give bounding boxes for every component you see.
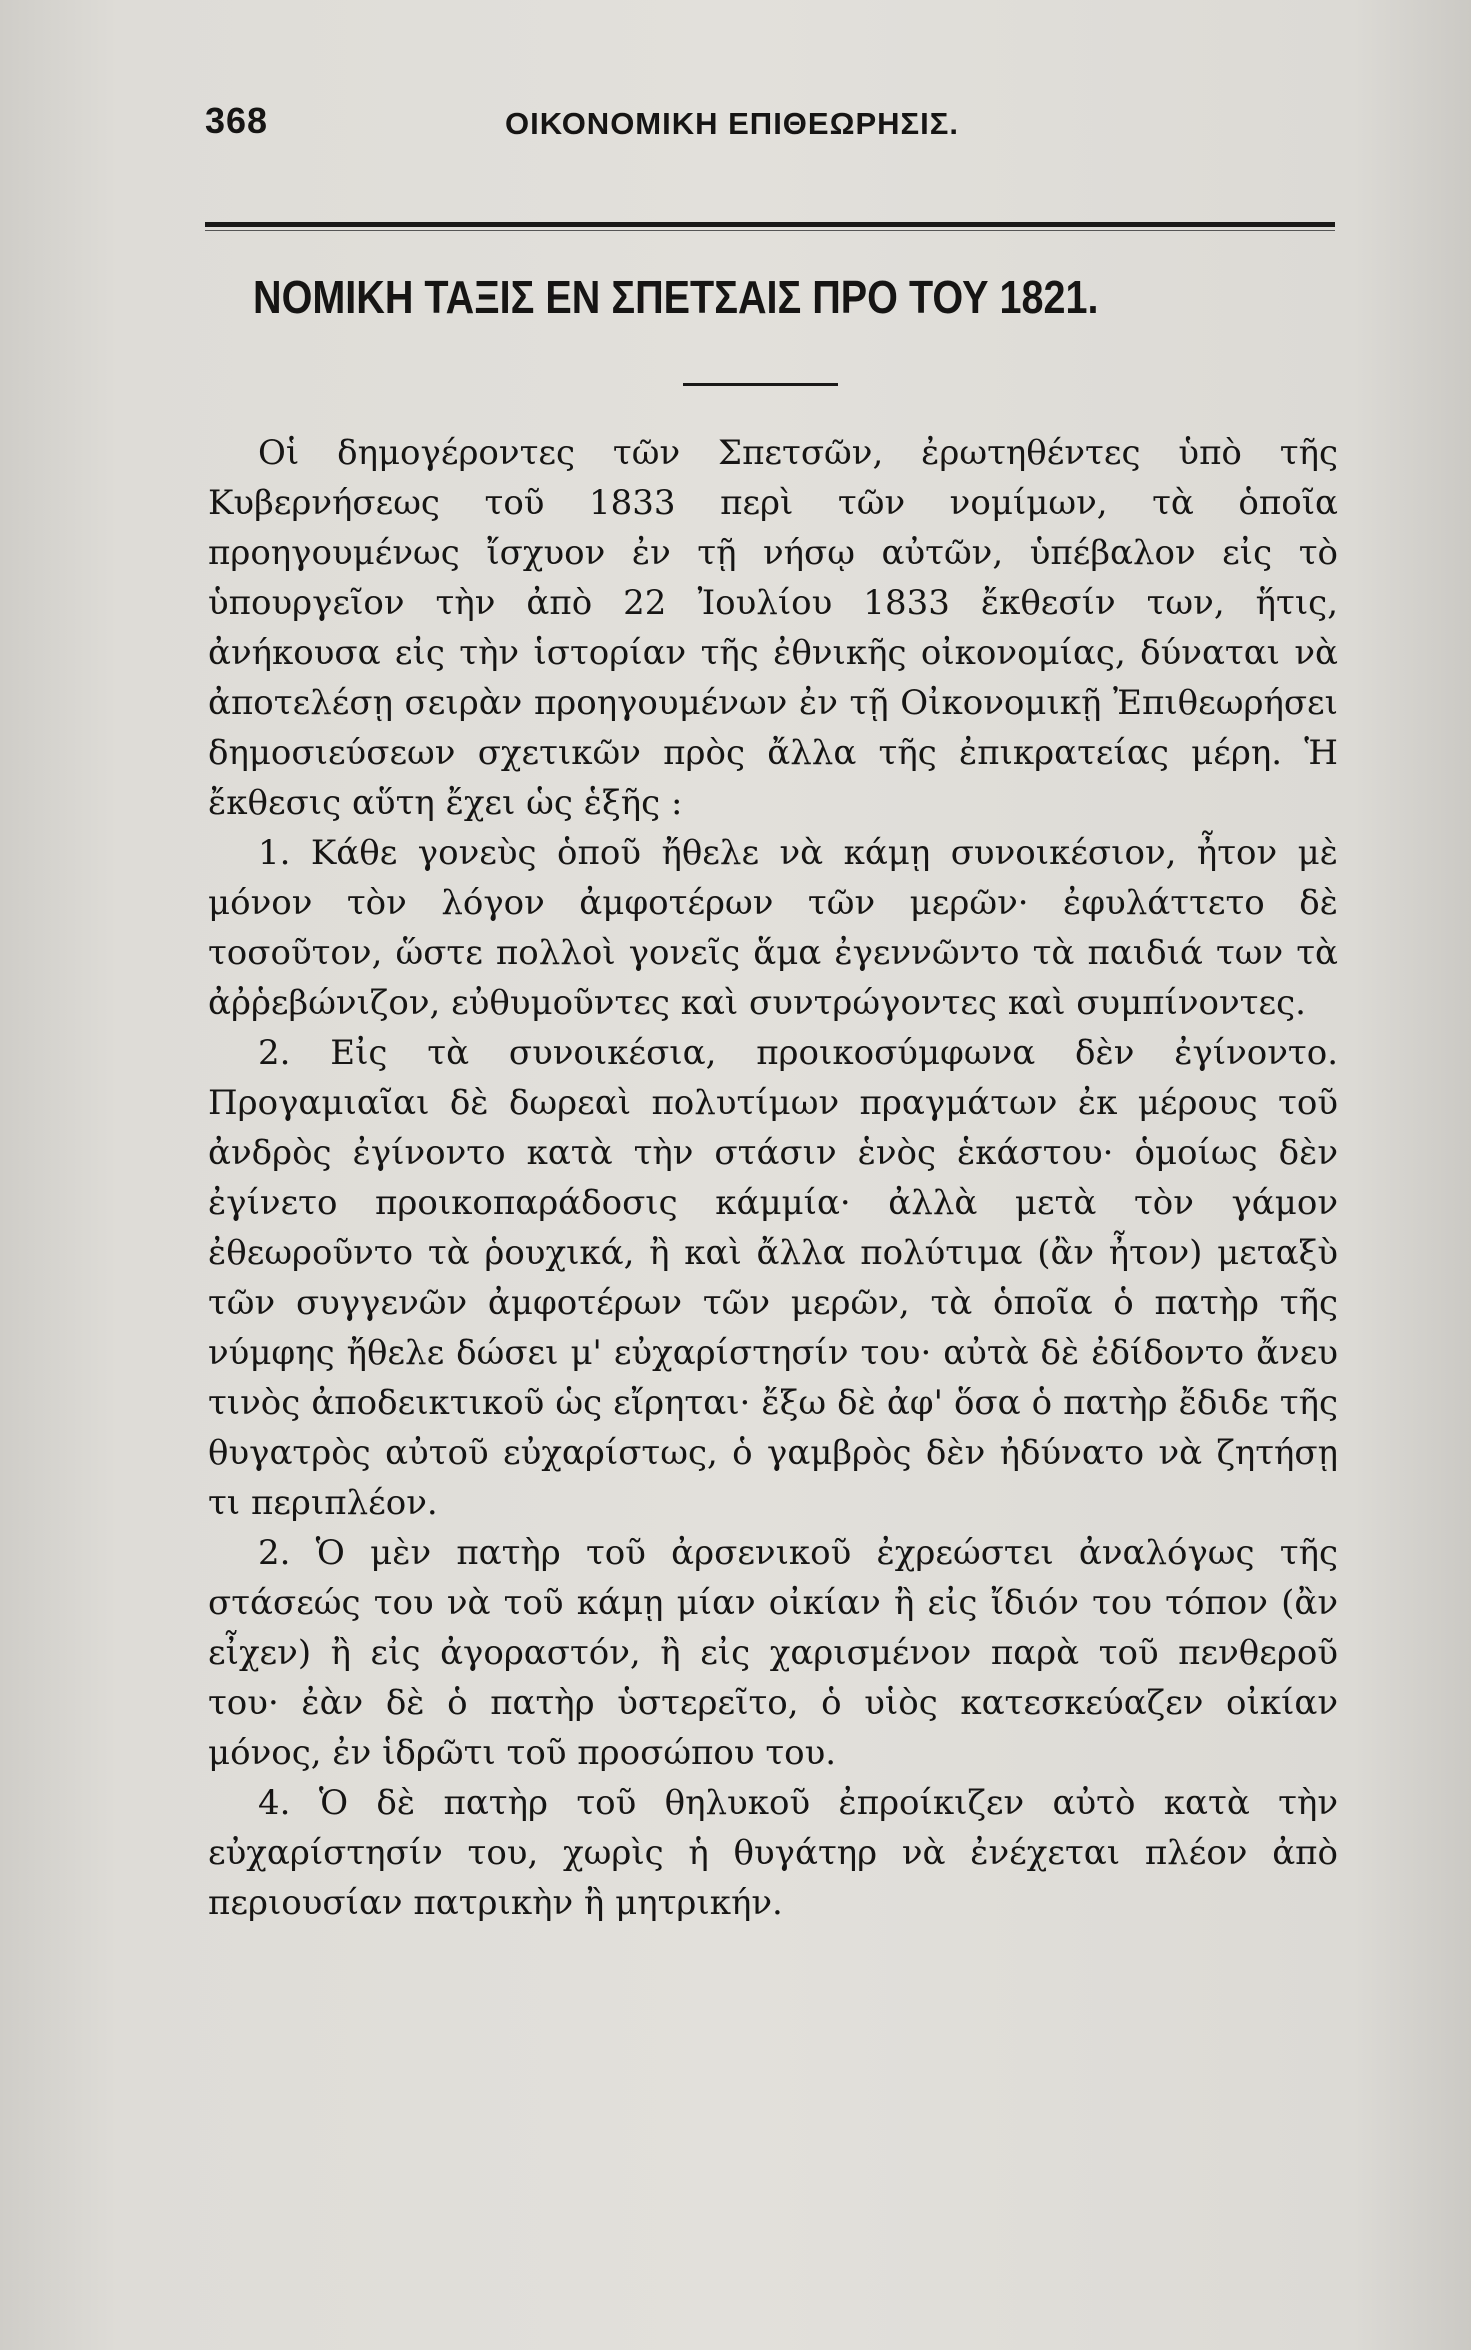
header-rule (205, 222, 1335, 227)
article-body (208, 428, 1338, 1928)
paragraph-text: Εἰς τὰ συνοικέσια, προικοσύμφωνα δὲν ἐγίνοντο. Προγαμιαῖαι δὲ δωρεαὶ πολυτίμων πραγμάτων ἐκ μέρους τοῦ ἀνδρὸς ἐγίνοντο κατὰ τὴν στάσιν ἑνὸς ἑκάστου· ὁμοίως δὲν ἐγίνετο προικοπαράδοσις κάμμία· ἀλλὰ μετὰ τὸν γάμον ἐθεωροῦντο τὰ ῥουχικά, ἢ καὶ ἄλλα πολύτιμα (ἂν ἦτον) μεταξὺ τῶν συγγενῶν ἀμφοτέρων τῶν μερῶν, τὰ ὁποῖα ὁ πατὴρ τῆς νύμφης ἤθελε δώσει μ' εὐχαρίστησίν του· αὐτὰ δὲ ἐδίδοντο ἄνευ τινὸς ἀποδεικτικοῦ ὡς εἴρηται· ἔξω δὲ ἀφ' ὅσα ὁ πατὴρ ἔδιδε τῆς θυγατρὸς αὐτοῦ εὐχαρίστως, ὁ γαμβρὸς δὲν ἠδύνατο νὰ ζητήσῃ τι περιπλέον. (208, 1033, 1339, 1523)
paragraph-number: 4. (258, 1783, 291, 1823)
paragraph-number: 2. (258, 1533, 291, 1573)
paragraph-text: Οἱ δημογέροντες τῶν Σπετσῶν, ἐρωτηθέντες ὑπὸ τῆς Κυβερνήσεως τοῦ 1833 περὶ τῶν νομίμων, τὰ ὁποῖα προηγουμένως ἴσχυον ἐν τῇ νήσῳ αὐτῶν, ὑπέβαλον εἰς τὸ ὑπουργεῖον τὴν ἀπὸ 22 Ἰουλίου 1833 ἔκθεσίν των, ἥτις, ἀνήκουσα εἰς τὴν ἱστορίαν τῆς ἐθνικῆς οἰκονομίας, δύναται νὰ ἀποτελέσῃ σειρὰν προηγουμένων ἐν τῇ Οἰκονομικῇ Ἐπιθεωρήσει δημοσιεύσεων σχετικῶν πρὸς ἄλλα τῆς ἐπικρατείας μέρη. Ἡ ἔκθεσις αὕτη ἔχει ὡς ἑξῆς : (208, 433, 1338, 823)
paragraph-text: Ὁ μὲν πατὴρ τοῦ ἀρσενικοῦ ἐχρεώστει ἀναλόγως τῆς στάσεώς του νὰ τοῦ κάμῃ μίαν οἰκίαν ἢ εἰς ἴδιόν του τόπον (ἂν εἶχεν) ἢ εἰς ἀγοραστόν, ἢ εἰς χαρισμένον παρὰ τοῦ πενθεροῦ του· ἐὰν δὲ ὁ πατὴρ ὑστερεῖτο, ὁ υἱὸς κατεσκεύαζεν οἰκίαν μόνος, ἐν ἱδρῶτι τοῦ προσώπου του. (208, 1533, 1338, 1773)
title-divider (683, 383, 838, 386)
article-title: ΝΟΜΙΚΗ ΤΑΞΙΣ ΕΝ ΣΠΕΤΣΑΙΣ ΠΡΟ ΤΟΥ 1821. (253, 271, 1099, 323)
numbered-paragraph (208, 1528, 1338, 1778)
page-number: 368 (205, 100, 269, 141)
numbered-paragraph (208, 828, 1338, 1028)
paragraph-number: 1. (258, 833, 291, 873)
running-title: ΟΙΚΟΝΟΜΙΚΗ ΕΠΙΘΕΩΡΗΣΙΣ. (505, 106, 959, 141)
intro-paragraph (208, 428, 1338, 828)
numbered-paragraph (208, 1778, 1338, 1928)
paragraph-number: 2. (258, 1033, 291, 1073)
running-head (205, 100, 1335, 160)
numbered-paragraph (208, 1028, 1338, 1528)
header-rule-thin (205, 230, 1335, 231)
paragraph-text: Ὁ δὲ πατὴρ τοῦ θηλυκοῦ ἐπροίκιζεν αὐτὸ κατὰ τὴν εὐχαρίστησίν του, χωρὶς ἡ θυγάτηρ νὰ ἐνέχεται πλέον ἀπὸ περιουσίαν πατρικὴν ἢ μητρικήν. (208, 1783, 1338, 1923)
paragraph-text: Κάθε γονεὺς ὁποῦ ἤθελε νὰ κάμῃ συνοικέσιον, ἦτον μὲ μόνον τὸν λόγον ἀμφοτέρων τῶν μερῶν· ἐφυλάττετο δὲ τοσοῦτον, ὥστε πολλοὶ γονεῖς ἅμα ἐγεννῶντο τὰ παιδιά των τὰ ἀῤῥεβώνιζον, εὐθυμοῦντες καὶ συντρώγοντες καὶ συμπίνοντες. (208, 833, 1338, 1023)
